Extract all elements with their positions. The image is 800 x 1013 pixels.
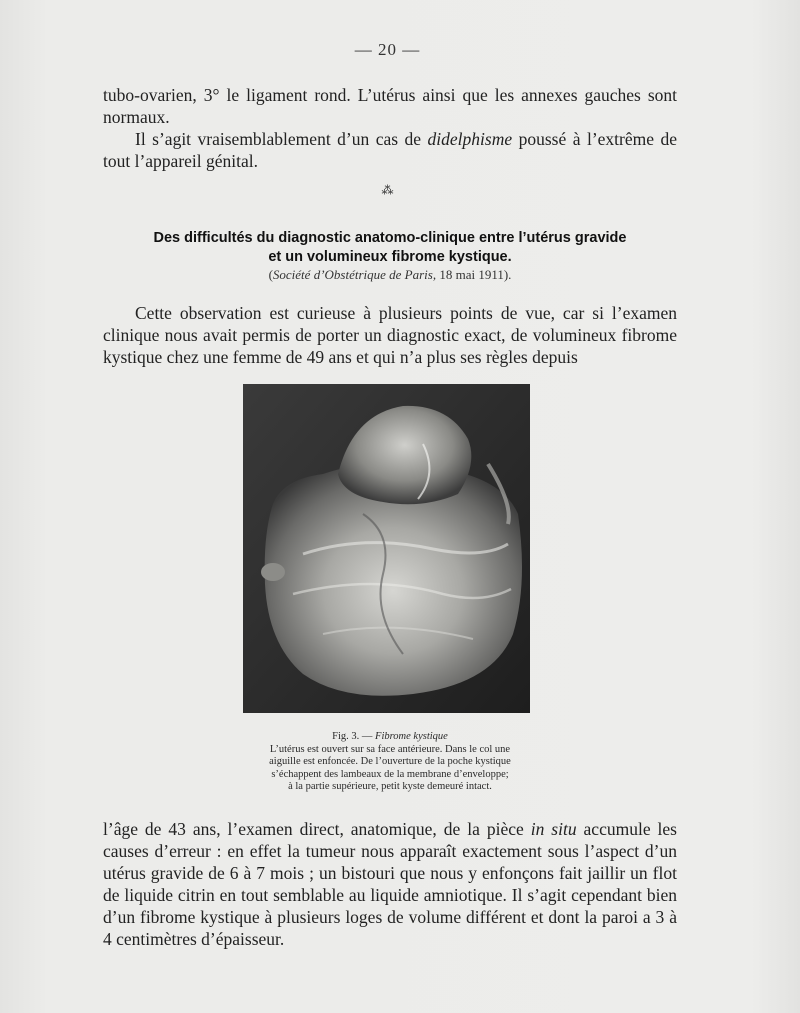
figure-label: Fig. 3. — — [332, 731, 376, 742]
figure-title-line — [103, 731, 677, 744]
photograph-image — [243, 384, 530, 713]
intro-paragraph-2 — [103, 128, 677, 172]
section-separator: ⁂ — [381, 183, 394, 197]
intro-paragraph-1: tubo-ovarien, 3° le ligament rond. L’utérus ainsi que les annexes gauches sont normaux. — [103, 85, 677, 127]
section-title — [103, 229, 677, 267]
body-paragraph-2 — [103, 818, 677, 950]
figure-caption — [103, 731, 677, 794]
body-paragraph-2-start: l’âge de 43 ans, l’examen direct, anatomique, de la pièce — [103, 819, 531, 839]
intro-text — [103, 84, 677, 172]
section-title-line-1: Des difficultés du diagnostic anatomo-clinique entre l’utérus gravide — [153, 230, 627, 246]
section-title-line-2: et un volumineux fibrome kystique. — [268, 249, 512, 265]
body-paragraph-1: Cette observation est curieuse à plusieurs points de vue, car si l’examen clinique nous avait permis de porter un diagnostic exact, de volumineux fibrome kystique chez une femme de 49 ans et qui n’a plus ses règles depuis — [103, 303, 677, 367]
source-open: ( — [268, 267, 273, 282]
source-date: 18 mai 1911). — [436, 267, 512, 282]
caption-line: aiguille est enfoncée. De l’ouverture de la poche kystique — [269, 756, 511, 767]
page-number: — 20 — — [354, 40, 421, 59]
specimen-photograph — [243, 384, 530, 713]
figure-title: Fibrome kystique — [375, 731, 448, 742]
caption-line: s’échappent des lambeaux de la membrane d’enveloppe; — [271, 768, 509, 780]
intro-paragraph-2-start: Il s’agit vraisemblablement d’un cas de — [135, 129, 428, 149]
intro-paragraph-2-end: poussé à l’extrême de tout l’appareil génital. — [103, 129, 678, 171]
source-citation — [103, 267, 677, 283]
source-society: Société d’Obstétrique de Paris, — [272, 267, 437, 282]
body-paragraph-2-italic: in situ — [530, 819, 577, 839]
body-paragraph-2-end: accumule les causes d’erreur : en effet la tumeur nous apparaît exactement sous l’aspect d’un utérus gravide de 6 à 7 mois ; un bistouri que nous y enfonçons fait jaillir un flot de liquide citrin en tout semblable au liquide amniotique. Il s’agit cependant bien d’un fibrome kystique à plusieurs loges de volume différent et dont la paroi a 3 à 4 centimètres d’épaisseur. — [103, 819, 677, 949]
intro-paragraph-2-italic: didelphisme — [427, 129, 513, 149]
caption-line: L’utérus est ouvert sur sa face antérieure. Dans le col une — [269, 743, 511, 755]
caption-line: à la partie supérieure, petit kyste demeuré intact. — [288, 781, 492, 792]
